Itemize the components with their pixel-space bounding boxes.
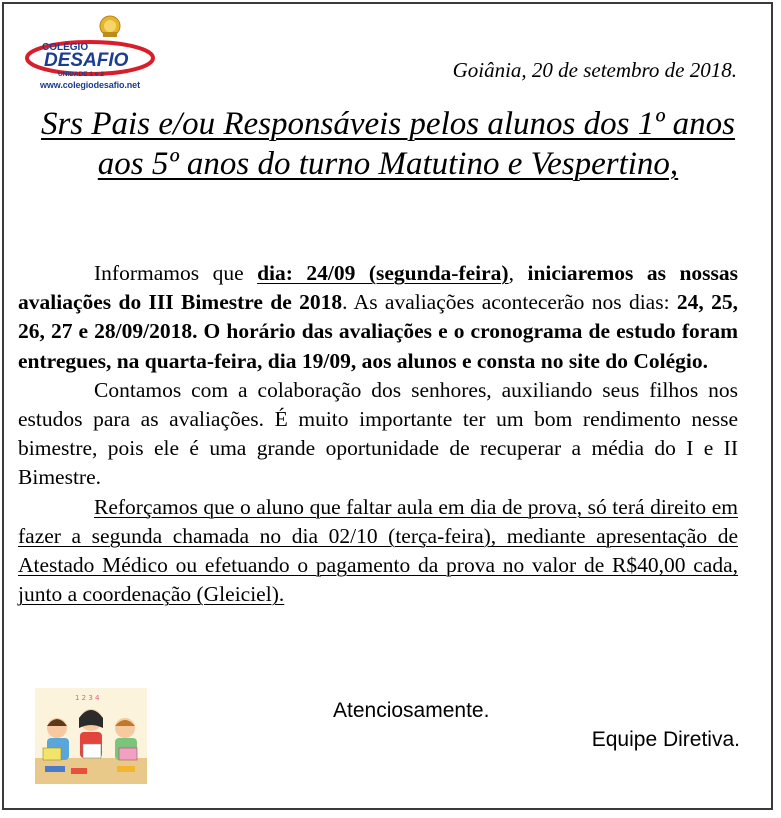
logo-top-text: COLÉGIO xyxy=(42,42,89,53)
svg-text:1 2 3 4: 1 2 3 4 xyxy=(75,694,100,702)
logo-website: www.colegiodesafio.net xyxy=(40,80,140,90)
logo-main-text: DESAFIO xyxy=(44,50,129,71)
paragraph-second-call xyxy=(18,493,738,610)
p1-text-1: Informamos que xyxy=(94,261,258,285)
p1-text-3: . As avaliações acontecerão nos dias: xyxy=(342,290,677,315)
p3-underlined-text: Reforçamos que o aluno que faltar aula em dia de prova, só terá direito em fazer a segunda chamada no dia 02/10 (terça-feira), mediante apresentação de Atestado Médico ou efetuando o pagamento da prova no valor de R$40,00 cada, junto a coordenação (Gleiciel). xyxy=(18,494,738,607)
school-logo xyxy=(24,14,156,94)
p1-highlight-date: dia: 24/09 (segunda-feira) xyxy=(257,261,509,285)
heading-text: Srs Pais e/ou Responsáveis pelos alunos dos 1º anos aos 5º anos do turno Matutino e Vespertino, xyxy=(40,106,736,182)
p1-bold-schedule: 24, 25, 26, 27 e 28/09/2018. O horário das avaliações e o cronograma de estudo foram entregues, na quarta-feira, dia 19/09, aos alunos e consta no site do Colégio. xyxy=(18,290,738,373)
p1-text-2: , xyxy=(508,261,528,285)
paragraph-collaboration: Contamos com a colaboração dos senhores, auxiliando seus filhos nos estudos para as avaliações. É muito importante ter um bom rendimento nesse bimestre, pois ele é uma grande oportunidade de recuperar a média do I e II Bimestre. xyxy=(18,377,738,490)
signature-text: Equipe Diretiva. xyxy=(591,728,740,751)
letter-heading xyxy=(28,104,748,184)
logo-graphic xyxy=(24,14,156,80)
children-reading-illustration xyxy=(35,688,147,784)
p1-bold-start: iniciaremos as nossas avaliações do III Bimestre de 2018 xyxy=(18,261,738,315)
paragraph-exam-dates xyxy=(18,259,738,376)
date-line: Goiânia, 20 de setembro de 2018. xyxy=(452,58,737,82)
letter-body xyxy=(18,259,738,609)
logo-unit-text: UNIDADE 1 e 2 xyxy=(58,71,104,78)
closing-text: Atenciosamente. xyxy=(333,699,490,722)
